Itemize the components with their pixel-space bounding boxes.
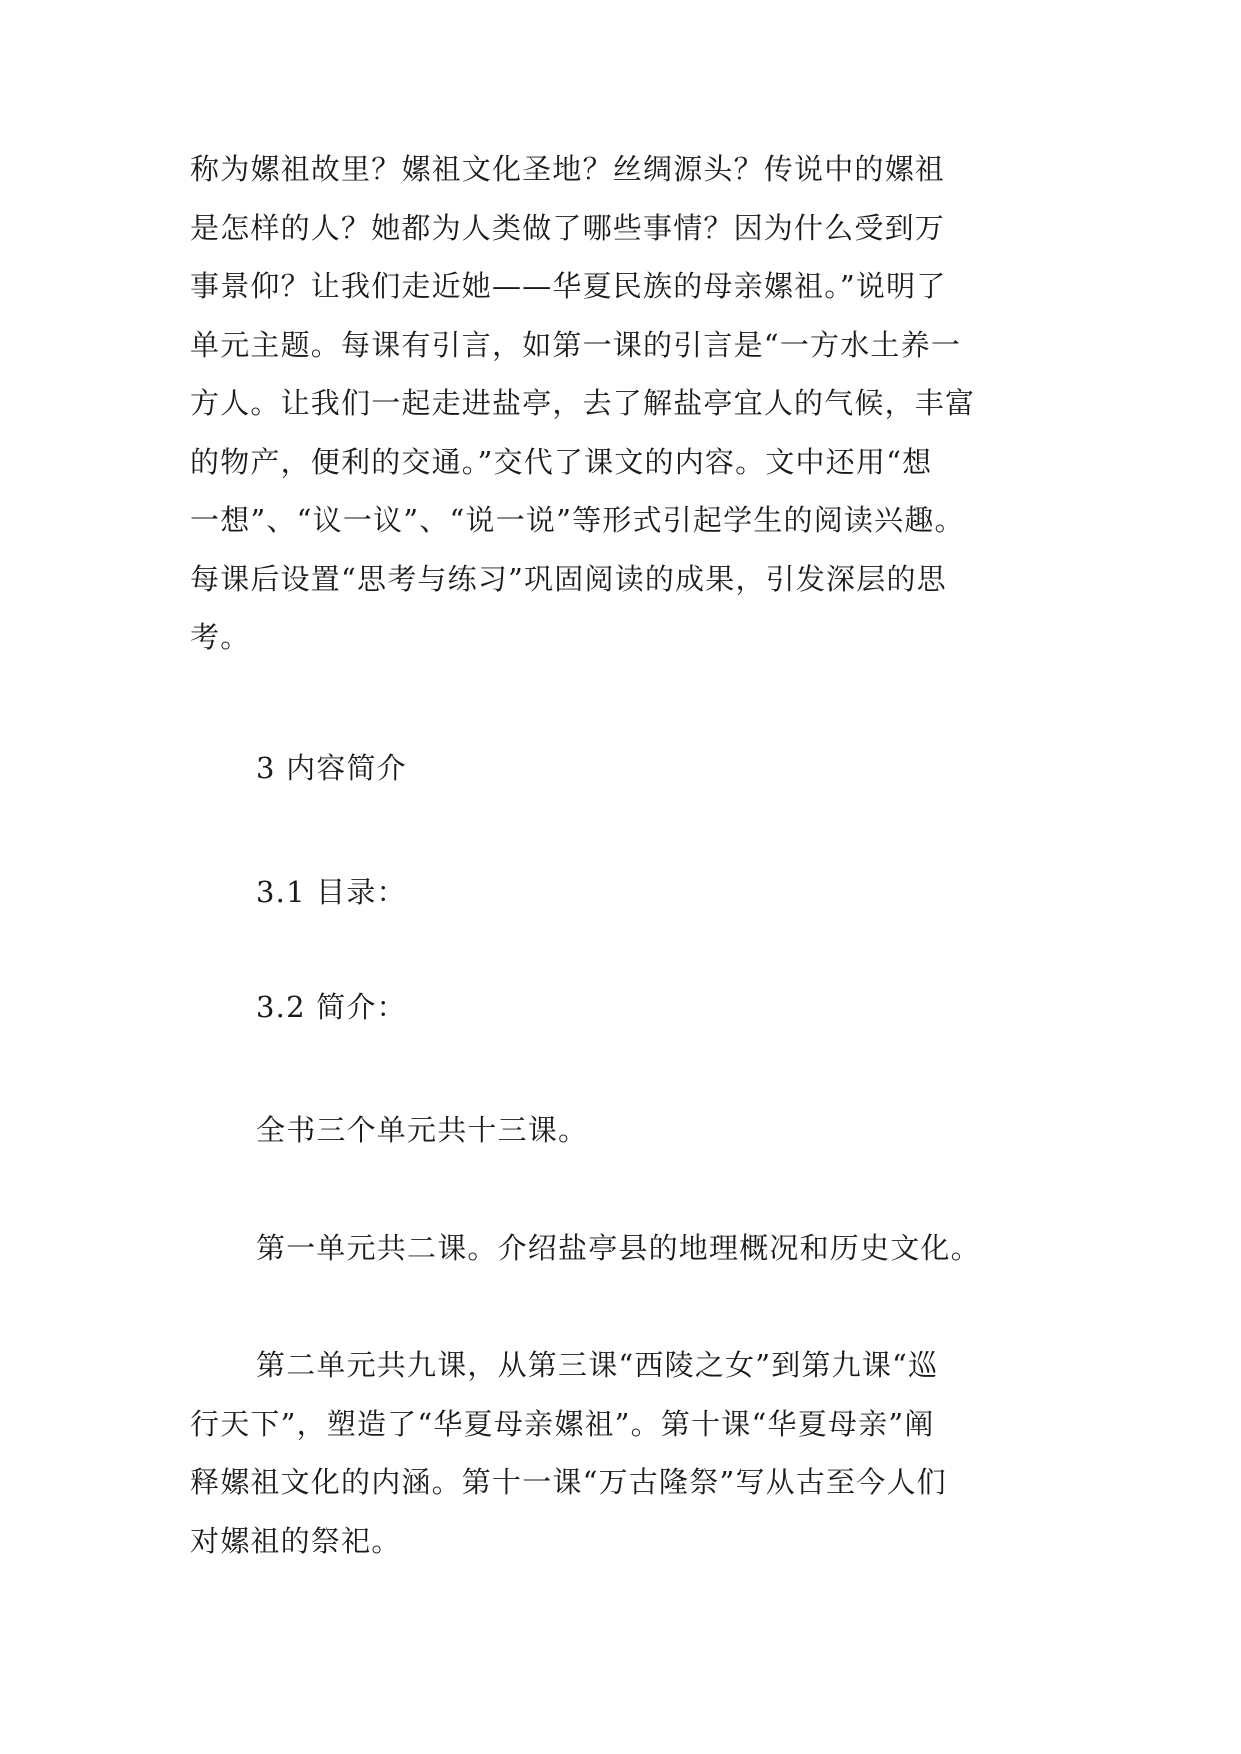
paragraph-line: 称为嫘祖故里？嫘祖文化圣地？丝绸源头？传说中的嫘祖 (190, 152, 946, 186)
subsection-heading: 3.2 简介： (256, 990, 407, 1024)
paragraph-line: 释嫘祖文化的内涵。第十一课“万古隆祭”写从古至今人们 (190, 1465, 947, 1499)
paragraph-line: 方人。让我们一起走进盐亭，去了解盐亭宜人的气候，丰富 (190, 386, 976, 420)
unit1-paragraph: 第一单元共二课。介绍盐亭县的地理概况和历史文化。 (256, 1231, 981, 1265)
paragraph-line: 行天下”，塑造了“华夏母亲嫘祖”。第十课“华夏母亲”阐 (190, 1407, 935, 1441)
subsection-heading: 3.1 目录： (256, 875, 407, 909)
paragraph-line: 第二单元共九课，从第三课“西陵之女”到第九课“巡 (256, 1348, 939, 1382)
paragraph-line: 考。 (190, 620, 251, 654)
paragraph-line: 的物产，便利的交通。”交代了课文的内容。文中还用“想 (190, 445, 933, 479)
paragraph-line: 每课后设置“思考与练习”巩固阅读的成果，引发深层的思 (190, 562, 947, 596)
paragraph-line: 事景仰？让我们走近她——华夏民族的母亲嫘祖。”说明了 (190, 269, 947, 303)
paragraph-line: 一想”、“议一议”、“说一说”等形式引起学生的阅读兴趣。 (190, 503, 965, 537)
paragraph-line: 单元主题。每课有引言，如第一课的引言是“一方水土养一 (190, 328, 962, 362)
paragraph-line: 对嫘祖的祭祀。 (190, 1524, 402, 1558)
section-heading: 3 内容简介 (256, 751, 407, 785)
summary-paragraph: 全书三个单元共十三课。 (256, 1113, 589, 1147)
paragraph-line: 是怎样的人？她都为人类做了哪些事情？因为什么受到万 (190, 211, 946, 245)
